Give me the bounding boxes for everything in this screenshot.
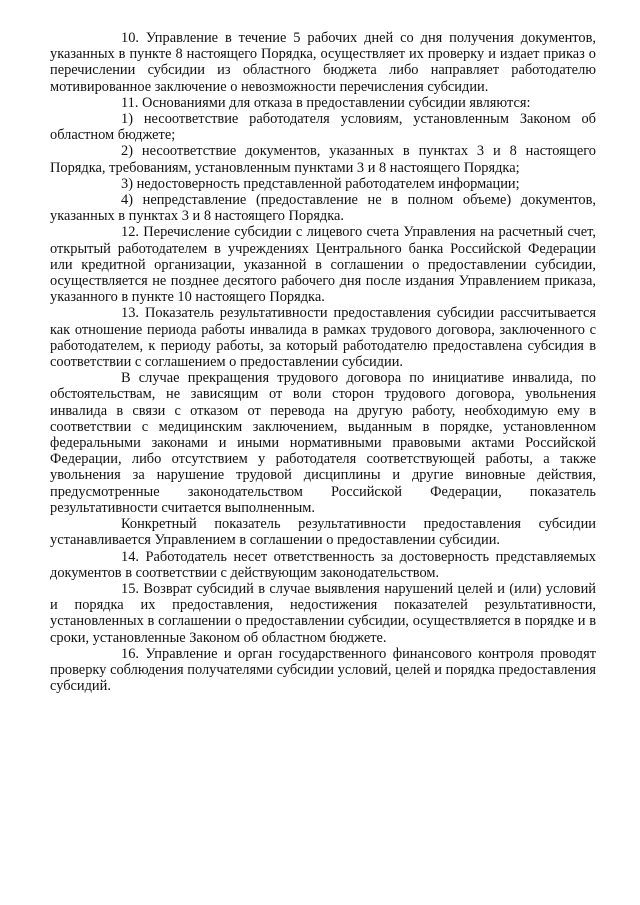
paragraph-item-14: 14. Работодатель несет ответственность за достоверность представляемых документов в соответствии с действующим законодательством.: [50, 548, 596, 581]
list-item-11-1: 1) несоответствие работодателя условиям, установленным Законом об областном бюджете;: [50, 111, 596, 144]
paragraph-item-13: 13. Показатель результативности предоставления субсидии рассчитывается как отношение периода работы инвалида в рамках трудового договора, заключенного с работодателем, к периоду работы, за который работодателю предоставлена субсидия в соответствии с соглашением о предоставлении субсидии.: [50, 305, 596, 371]
paragraph-item-12: 12. Перечисление субсидии с лицевого счета Управления на расчетный счет, открытый работодателем в учреждениях Центрального банка Российской Федерации или кредитной организации, указанной в соглашении о предоставлении субсидии, осуществляется не позднее десятого рабочего дня после издания Управлением приказа, указанного в пункте 10 настоящего Порядка.: [50, 224, 596, 306]
document-page: [50, 30, 596, 694]
paragraph-item-15: 15. Возврат субсидий в случае выявления нарушений целей и (или) условий и порядка их предоставления, недостижения показателей результативности, установленных в соглашении о предоставлении субсидии, осуществляется в порядке и в сроки, установленные Законом об областном бюджете.: [50, 580, 596, 646]
paragraph-item-16: 16. Управление и орган государственного финансового контроля проводят проверку соблюдения получателями субсидии условий, целей и порядка предоставления субсидий.: [50, 645, 596, 695]
list-item-11-3: 3) недостоверность представленной работодателем информации;: [121, 175, 520, 192]
paragraph-item-10: 10. Управление в течение 5 рабочих дней со дня получения документов, указанных в пункте 8 настоящего Порядка, осуществляет их проверку и издает приказ о перечислении субсидии из областного бюджета либо направляет работодателю мотивированное заключение о невозможности перечисления субсидии.: [50, 30, 596, 95]
paragraph-item-11: 11. Основаниями для отказа в предоставлении субсидии являются:: [121, 94, 531, 111]
list-item-11-2: 2) несоответствие документов, указанных в пунктах 3 и 8 настоящего Порядка, требованиям, установленным пунктами 3 и 8 настоящего Порядка;: [50, 143, 596, 176]
paragraph-specific-indicator: Конкретный показатель результативности предоставления субсидии устанавливается Управлением в соглашении о предоставлении субсидии.: [50, 516, 596, 549]
list-item-11-4: 4) непредставление (предоставление не в полном объеме) документов, указанных в пунктах 3 и 8 настоящего Порядка.: [50, 192, 596, 225]
paragraph-termination-case: В случае прекращения трудового договора по инициативе инвалида, по обстоятельствам, не зависящим от воли сторон трудового договора, увольнения инвалида в связи с отказом от перевода на другую работу, необходимую ему в соответствии с медицинским заключением, выданным в порядке, установленном федеральными законами и иными нормативными правовыми актами Российской Федерации, либо отсутствием у работодателя соответствующей работы, а также увольнения за нарушение трудовой дисциплины и другие виновные действия, предусмотренные законодательством Российской Федерации, показатель результативности считается выполненным.: [50, 370, 596, 516]
